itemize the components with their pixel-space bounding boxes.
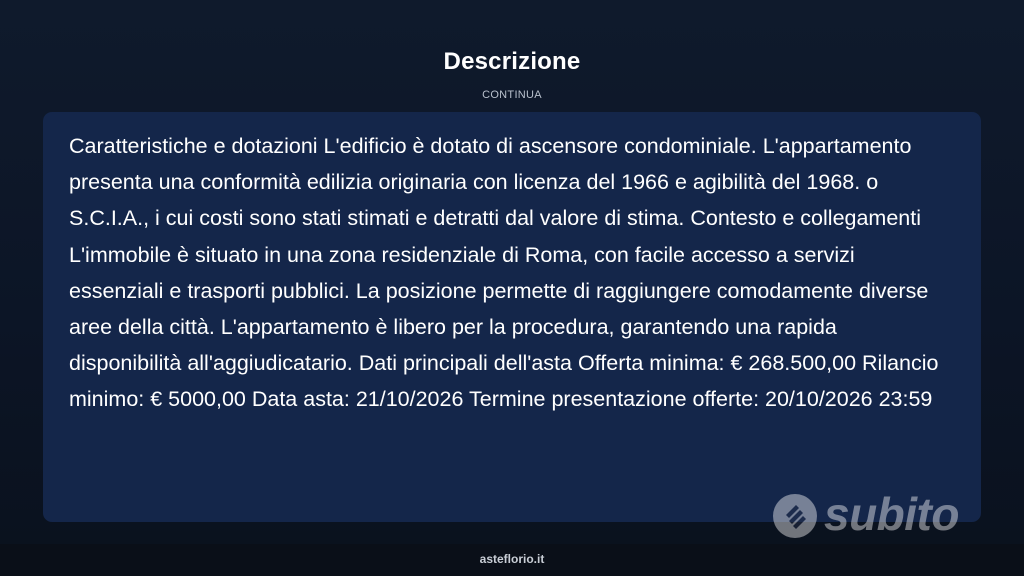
description-card	[43, 112, 981, 522]
page-title: Descrizione	[443, 48, 581, 75]
watermark-text: subito	[824, 488, 959, 540]
description-text: Caratteristiche e dotazioni L'edificio è dotato di ascensore condominiale. L'appartamento presenta una conformità edilizia originaria con licenza del 1966 e agibilità del 1968. o S.C.I.A., i cui costi sono stati stimati e detratti dal valore di stima. Contesto e collegamenti L'immobile è situato in una zona residenziale di Roma, con facile accesso a servizi essenziali e trasporti pubblici. La posizione permette di raggiungere comodamente diverse aree della città. L'appartamento è libero per la procedura, garantendo una rapida disponibilità all'aggiudicatario. Dati principali dell'asta Offerta minima: € 268.500,00 Rilancio minimo: € 5000,00 Data asta: 21/10/2026 Termine presentazione offerte: 20/10/2026 23:59	[69, 134, 939, 412]
subito-watermark	[772, 488, 992, 548]
continue-link[interactable]: CONTINUA	[482, 89, 542, 101]
footer-site-label: asteflorio.it	[479, 552, 545, 566]
subito-logo-icon	[772, 493, 818, 539]
